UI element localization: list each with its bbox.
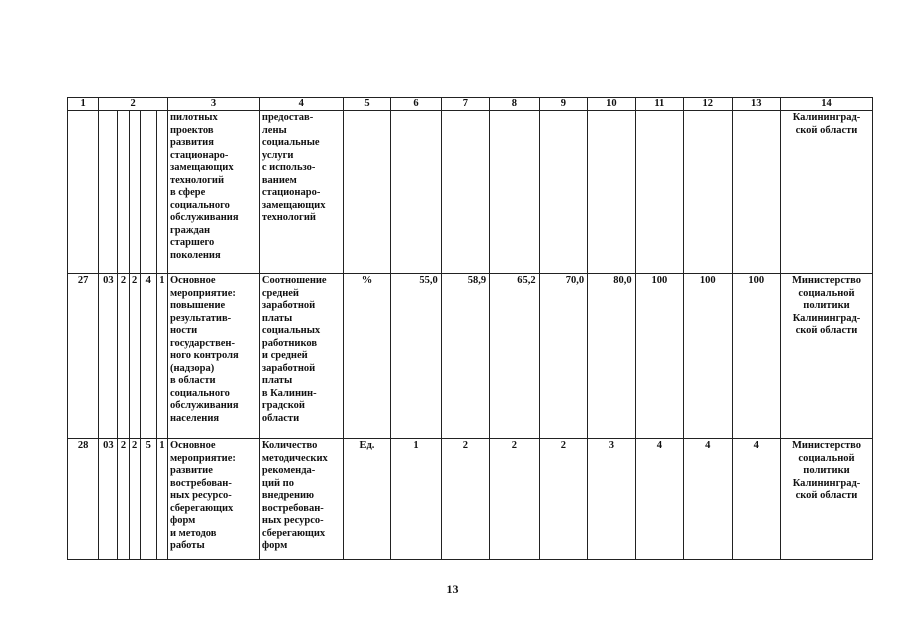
page-number: 13 [446, 582, 459, 596]
value-cell [732, 111, 780, 274]
value-cell [441, 111, 489, 274]
value-cell: 100 [635, 274, 683, 439]
executor-cell: Калининград- ской области [780, 111, 872, 274]
program-table [67, 97, 873, 560]
row-number-cell: 27 [68, 274, 99, 439]
code-cell [156, 111, 167, 274]
value-cell: 2 [441, 439, 489, 560]
value-cell: 70,0 [539, 274, 587, 439]
value-cell [490, 111, 539, 274]
code-cell: 2 [129, 439, 140, 560]
header-cell-1: 1 [68, 98, 99, 111]
indicator-cell: Соотношение средней заработной платы социальных работников и средней заработной платы в Калинин- градской области [259, 274, 343, 439]
executor-cell: Министерство социальной политики Калининград- ской области [780, 274, 872, 439]
header-cell-13: 13 [732, 98, 780, 111]
header-cell-4: 4 [259, 98, 343, 111]
code-cell: 5 [140, 439, 156, 560]
header-cell-11: 11 [635, 98, 683, 111]
value-cell: 2 [539, 439, 587, 560]
code-cell: 1 [156, 274, 167, 439]
header-cell-3: 3 [167, 98, 259, 111]
table-row [68, 439, 873, 560]
value-cell [391, 111, 442, 274]
value-cell: 100 [684, 274, 732, 439]
header-cell-12: 12 [684, 98, 732, 111]
code-cell [99, 111, 118, 274]
header-cell-9: 9 [539, 98, 587, 111]
header-cell-6: 6 [391, 98, 442, 111]
value-cell: 4 [732, 439, 780, 560]
header-cell-7: 7 [441, 98, 489, 111]
value-cell: 80,0 [588, 274, 635, 439]
unit-cell: % [343, 274, 390, 439]
code-cell: 2 [118, 274, 129, 439]
code-cell: 2 [129, 274, 140, 439]
value-cell [635, 111, 683, 274]
unit-cell [343, 111, 390, 274]
code-cell [140, 111, 156, 274]
value-cell: 55,0 [391, 274, 442, 439]
header-cell-2: 2 [99, 98, 168, 111]
value-cell: 1 [391, 439, 442, 560]
unit-cell: Ед. [343, 439, 390, 560]
code-cell: 1 [156, 439, 167, 560]
value-cell: 65,2 [490, 274, 539, 439]
value-cell [588, 111, 635, 274]
value-cell: 3 [588, 439, 635, 560]
header-cell-5: 5 [343, 98, 390, 111]
value-cell: 2 [490, 439, 539, 560]
value-cell: 4 [684, 439, 732, 560]
table-row [68, 274, 873, 439]
activity-name-cell: пилотных проектов развития стационаро- замещающих технологий в сфере социального обслуживания граждан старшего поколения [167, 111, 259, 274]
table-row [68, 111, 873, 274]
code-cell: 4 [140, 274, 156, 439]
header-cell-14: 14 [780, 98, 872, 111]
value-cell: 58,9 [441, 274, 489, 439]
code-cell: 2 [118, 439, 129, 560]
value-cell: 100 [732, 274, 780, 439]
activity-name-cell: Основное мероприятие: развитие востребован- ных ресурсо- сберегающих форм и методов работы [167, 439, 259, 560]
row-number-cell: 28 [68, 439, 99, 560]
value-cell: 4 [635, 439, 683, 560]
executor-cell: Министерство социальной политики Калининград- ской области [780, 439, 872, 560]
code-cell [129, 111, 140, 274]
indicator-cell: Количество методических рекоменда- ций по внедрению востребован- ных ресурсо- сберегающих форм [259, 439, 343, 560]
header-cell-10: 10 [588, 98, 635, 111]
activity-name-cell: Основное мероприятие: повышение результатив- ности государствен- ного контроля (надзора) в области социального обслуживания населения [167, 274, 259, 439]
header-cell-8: 8 [490, 98, 539, 111]
code-cell: 03 [99, 439, 118, 560]
value-cell [684, 111, 732, 274]
code-cell [118, 111, 129, 274]
indicator-cell: предостав- лены социальные услуги с использо- ванием стационаро- замещающих технологий [259, 111, 343, 274]
row-number-cell [68, 111, 99, 274]
header-row [68, 98, 873, 111]
value-cell [539, 111, 587, 274]
code-cell: 03 [99, 274, 118, 439]
